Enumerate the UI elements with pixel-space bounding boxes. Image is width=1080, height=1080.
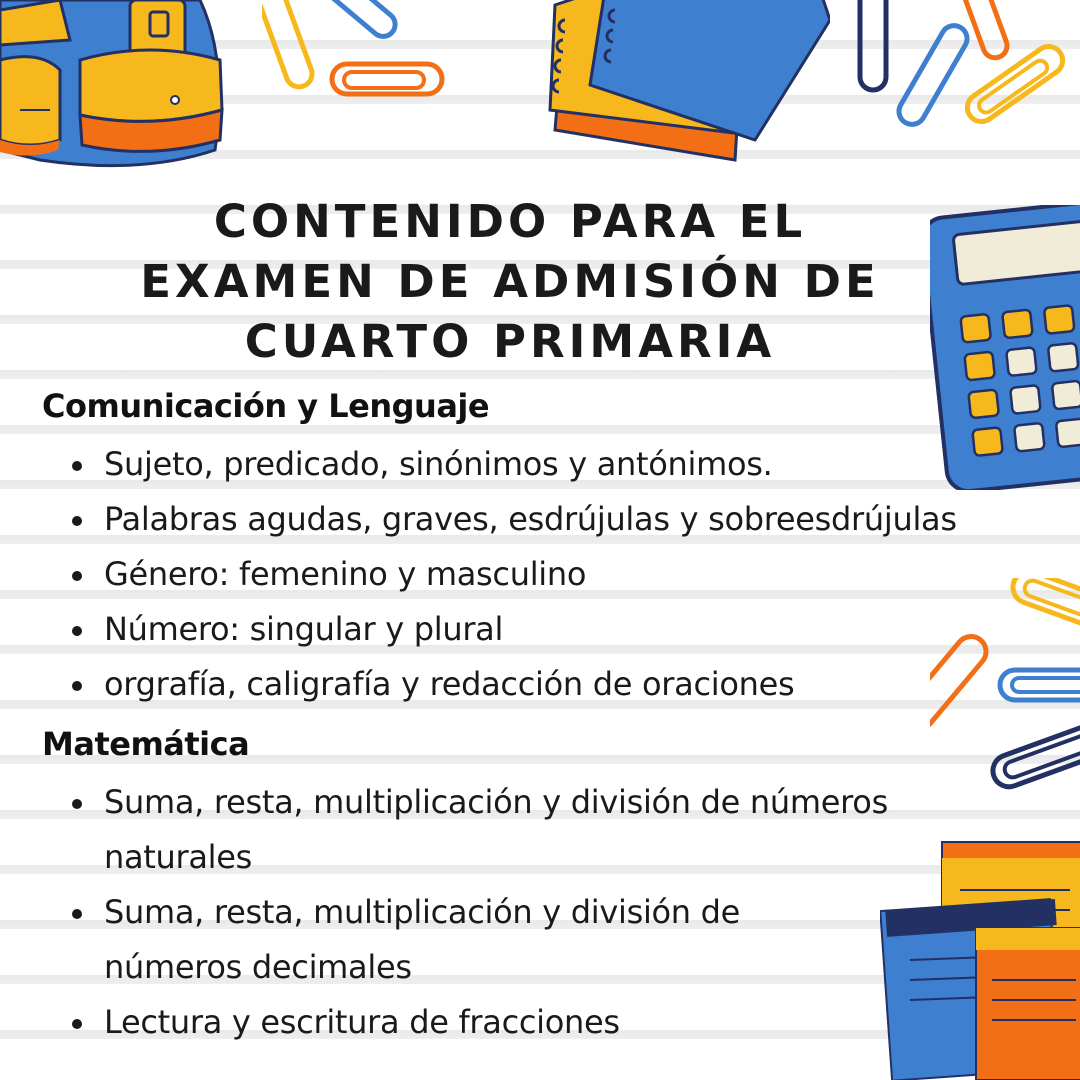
title-line: CONTENIDO PARA EL — [213, 195, 807, 248]
bullet-icon — [72, 461, 82, 471]
list-item — [72, 437, 957, 492]
bullet-icon — [72, 571, 82, 581]
list-item — [72, 602, 957, 657]
list-item — [72, 885, 784, 995]
list-item-text: Sujeto, predicado, sinónimos y antónimos. — [104, 445, 773, 483]
bullet-icon — [72, 681, 82, 691]
list-item-text: Suma, resta, multiplicación y división de números naturales — [104, 783, 888, 876]
list-item — [72, 775, 922, 885]
list-item — [72, 995, 922, 1050]
list-item-text: Palabras agudas, graves, esdrújulas y sobreesdrújulas — [104, 500, 957, 538]
topic-list-comunicacion — [72, 437, 957, 712]
list-item-text: Número: singular y plural — [104, 610, 504, 648]
page-title — [120, 192, 900, 372]
bullet-icon — [72, 1019, 82, 1029]
backpack-illustration — [0, 0, 230, 170]
list-item — [72, 657, 957, 712]
paper-clips-top-left — [262, 0, 452, 105]
bullet-icon — [72, 909, 82, 919]
section-heading-comunicacion: Comunicación y Lenguaje — [42, 387, 490, 425]
section-heading-matematica: Matemática — [42, 725, 250, 763]
bullet-icon — [72, 799, 82, 809]
title-line: CUARTO PRIMARIA — [244, 315, 776, 368]
list-item-text: Lectura y escritura de fracciones — [104, 1003, 620, 1041]
title-line: EXAMEN DE ADMISIÓN DE — [140, 255, 880, 308]
list-item-text: Género: femenino y masculino — [104, 555, 587, 593]
paper-clips-top-right — [850, 0, 1080, 165]
topic-list-matematica — [72, 775, 922, 1050]
list-item — [72, 547, 957, 602]
notebooks-illustration — [545, 0, 830, 170]
list-item-text: orgrafía, caligrafía y redacción de oraciones — [104, 665, 795, 703]
list-item — [72, 492, 957, 547]
bullet-icon — [72, 516, 82, 526]
bullet-icon — [72, 626, 82, 636]
list-item-text: Suma, resta, multiplicación y división de números decimales — [104, 893, 741, 986]
